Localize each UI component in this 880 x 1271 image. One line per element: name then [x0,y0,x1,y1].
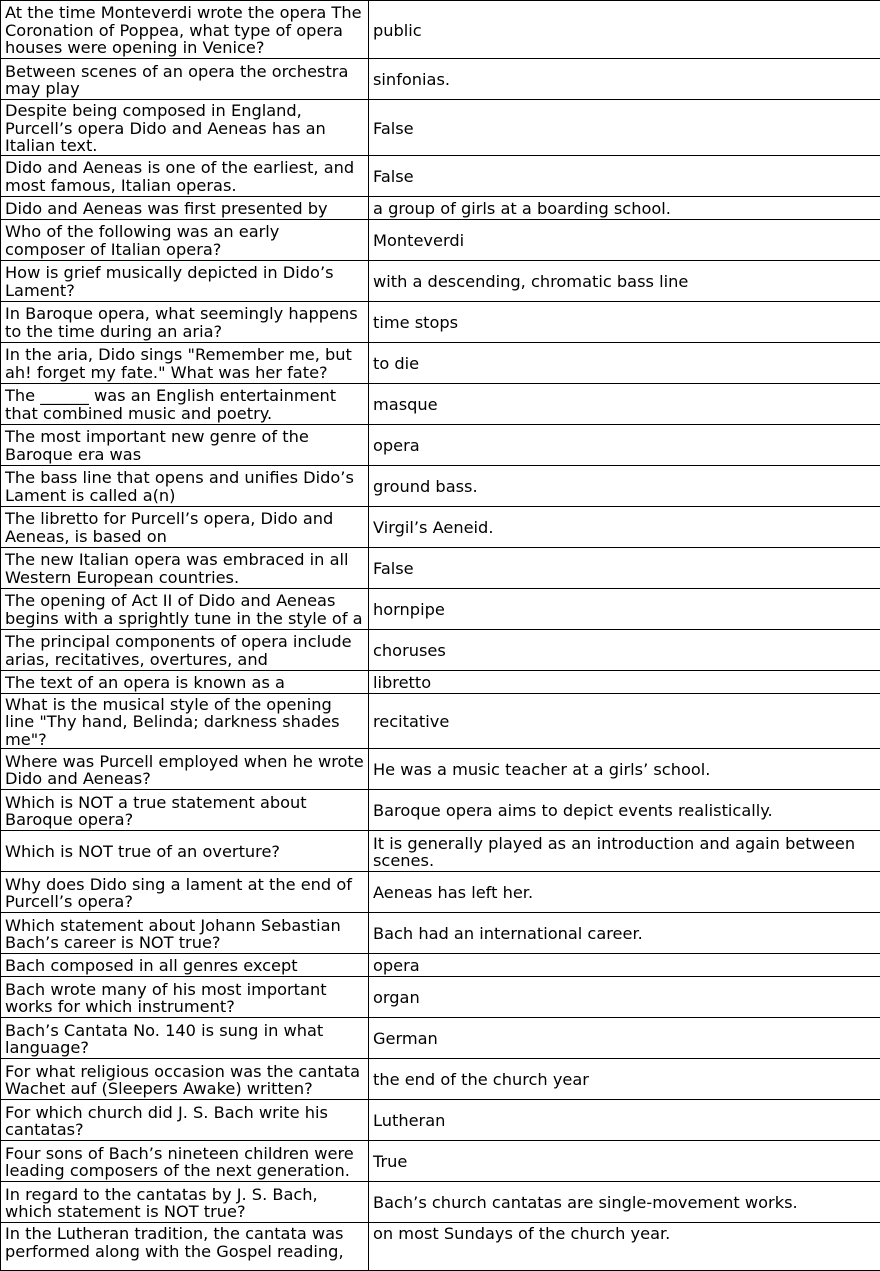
table-row [1,383,880,424]
answer-cell: Bach had an international career. [369,913,880,954]
question-cell: For which church did J. S. Bach write his cantatas? [1,1100,369,1141]
table-row [1,1182,880,1223]
answer-cell: masque [369,383,880,424]
table-row [1,629,880,670]
table-row [1,301,880,342]
answer-cell: recitative [369,693,880,749]
table-row [1,196,880,219]
answer-cell: hornpipe [369,588,880,629]
table-row [1,1223,880,1271]
answer-cell: True [369,1141,880,1182]
table-row [1,219,880,260]
question-cell: Bach wrote many of his most important works for which instrument? [1,977,369,1018]
question-cell: The bass line that opens and unifies Dido’s Lament is called a(n) [1,465,369,506]
answer-cell: with a descending, chromatic bass line [369,260,880,301]
answer-cell: Monteverdi [369,219,880,260]
table-row [1,1059,880,1100]
answer-cell: Virgil’s Aeneid. [369,506,880,547]
answer-cell: the end of the church year [369,1059,880,1100]
answer-cell: to die [369,342,880,383]
question-cell: Why does Dido sing a lament at the end of Purcell’s opera? [1,872,369,913]
question-cell: Dido and Aeneas was first presented by [1,196,369,219]
answer-cell: Lutheran [369,1100,880,1141]
question-cell: In regard to the cantatas by J. S. Bach, which statement is NOT true? [1,1182,369,1223]
question-cell: The libretto for Purcell’s opera, Dido and Aeneas, is based on [1,506,369,547]
table-row [1,1100,880,1141]
answer-cell: Bach’s church cantatas are single-movement works. [369,1182,880,1223]
question-cell: In Baroque opera, what seemingly happens to the time during an aria? [1,301,369,342]
answer-cell: False [369,100,880,156]
answer-cell: public [369,1,880,59]
table-row [1,547,880,588]
question-cell: Which is NOT a true statement about Baroque opera? [1,790,369,831]
question-cell: The opening of Act II of Dido and Aeneas begins with a sprightly tune in the style of a [1,588,369,629]
answer-cell: opera [369,954,880,977]
table-row [1,465,880,506]
question-cell: How is grief musically depicted in Dido’s Lament? [1,260,369,301]
question-cell: What is the musical style of the opening line "Thy hand, Belinda; darkness shades me"? [1,693,369,749]
table-row [1,506,880,547]
table-row [1,693,880,749]
question-cell: The principal components of opera include arias, recitatives, overtures, and [1,629,369,670]
question-cell: Who of the following was an early composer of Italian opera? [1,219,369,260]
answer-cell: False [369,155,880,196]
answer-cell: libretto [369,670,880,693]
table-row [1,749,880,790]
question-cell: Where was Purcell employed when he wrote Dido and Aeneas? [1,749,369,790]
question-cell: For what religious occasion was the cantata Wachet auf (Sleepers Awake) written? [1,1059,369,1100]
question-cell: In the Lutheran tradition, the cantata was performed along with the Gospel reading, [1,1223,369,1271]
question-cell: The ______ was an English entertainment that combined music and poetry. [1,383,369,424]
answer-cell: on most Sundays of the church year. [369,1223,880,1271]
table-row [1,155,880,196]
question-cell: Four sons of Bach’s nineteen children were leading composers of the next generation. [1,1141,369,1182]
answer-cell: German [369,1018,880,1059]
question-cell: The text of an opera is known as a [1,670,369,693]
table-row [1,977,880,1018]
answer-cell: sinfonias. [369,59,880,100]
question-cell: The new Italian opera was embraced in all Western European countries. [1,547,369,588]
table-row [1,954,880,977]
table-row [1,260,880,301]
question-cell: Bach’s Cantata No. 140 is sung in what language? [1,1018,369,1059]
table-row [1,670,880,693]
question-cell: Which statement about Johann Sebastian Bach’s career is NOT true? [1,913,369,954]
flashcard-table-body [1,1,880,1271]
table-row [1,1,880,59]
answer-cell: It is generally played as an introduction and again between scenes. [369,831,880,872]
table-row [1,831,880,872]
answer-cell: time stops [369,301,880,342]
table-row [1,790,880,831]
question-cell: Which is NOT true of an overture? [1,831,369,872]
answer-cell: Baroque opera aims to depict events realistically. [369,790,880,831]
question-cell: At the time Monteverdi wrote the opera The Coronation of Poppea, what type of opera houses were opening in Venice? [1,1,369,59]
answer-cell: organ [369,977,880,1018]
answer-cell: opera [369,424,880,465]
answer-cell: ground bass. [369,465,880,506]
answer-cell: a group of girls at a boarding school. [369,196,880,219]
question-cell: Bach composed in all genres except [1,954,369,977]
table-row [1,872,880,913]
table-row [1,588,880,629]
answer-cell: False [369,547,880,588]
table-row [1,100,880,156]
answer-cell: choruses [369,629,880,670]
question-cell: Dido and Aeneas is one of the earliest, and most famous, Italian operas. [1,155,369,196]
table-row [1,1018,880,1059]
table-row [1,342,880,383]
table-row [1,913,880,954]
question-cell: In the aria, Dido sings "Remember me, but ah! forget my fate." What was her fate? [1,342,369,383]
table-row [1,424,880,465]
question-cell: Despite being composed in England, Purcell’s opera Dido and Aeneas has an Italian text. [1,100,369,156]
answer-cell: Aeneas has left her. [369,872,880,913]
question-cell: The most important new genre of the Baroque era was [1,424,369,465]
table-row [1,59,880,100]
question-cell: Between scenes of an opera the orchestra may play [1,59,369,100]
table-row [1,1141,880,1182]
answer-cell: He was a music teacher at a girls’ school. [369,749,880,790]
